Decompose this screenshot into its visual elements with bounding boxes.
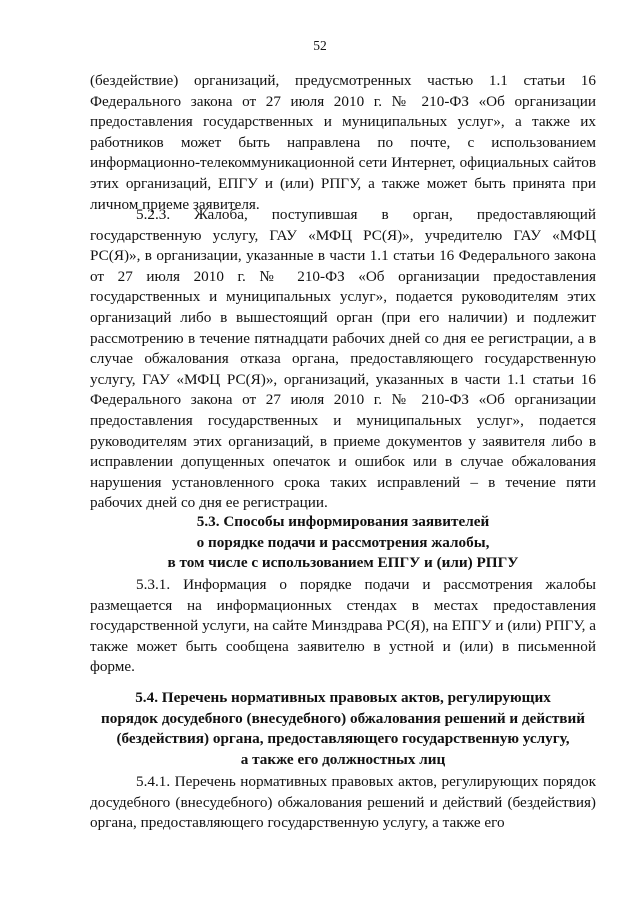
paragraph-5-2-3 <box>90 205 596 514</box>
heading-line: в том числе с использованием ЕПГУ и (или) РПГУ <box>167 554 519 572</box>
paragraph-text: (бездействие) организаций, предусмотренных частью 1.1 статьи 16 Федерального закона от 27 июля 2010 г. № 210-ФЗ «Об организации предоставления государственных и муниципальных услуг», а также их работников может быть направлена по почте, с использованием информационно-телекоммуникационной сети Интернет, официальных сайтов этих организаций, ЕПГУ и (или) РПГУ, а также может быть принята при личном приеме заявителя. <box>90 72 596 213</box>
paragraph-continuation <box>90 71 596 215</box>
heading-line: 5.4. Перечень нормативных правовых актов, регулирующих <box>135 689 551 706</box>
paragraph-text: 5.3.1. Информация о порядке подачи и рассмотрения жалобы размещается на информационных стендах в местах предоставления государственной услуги, на сайте Минздрава РС(Я), на ЕПГУ и (или) РПГУ, а также может быть сообщена заявителю в устной и (или) в письменной форме. <box>90 576 596 676</box>
heading-line: а также его должностных лиц <box>240 750 446 768</box>
paragraph-5-3-1 <box>90 575 596 678</box>
heading-line: о порядке подачи и рассмотрения жалобы, <box>196 533 490 551</box>
paragraph-text: 5.2.3. Жалоба, поступившая в орган, предоставляющий государственную услугу, ГАУ «МФЦ РС(Я)», учредителю ГАУ «МФЦ РС(Я)», в организации, указанные в части 1.1 статьи 16 Федерального закона от 27 июля 2010 г. № 210-ФЗ «Об организации предоставления государственных и муниципальных услуг», подается руководителям этих организаций либо в вышестоящий орган (при его наличии) и подлежит рассмотрению в течение пятнадцати рабочих дней со дня ее регистрации, а в случае обжалования отказа органа, предоставляющего государственную услугу, ГАУ «МФЦ РС(Я)», организаций, указанных в части 1.1 статьи 16 Федерального закона от 27 июля 2010 г. № 210-ФЗ «Об организации предоставления государственных и муниципальных услуг», подается руководителям этих организаций, в приеме документов у заявителя либо в исправлении допущенных опечаток и ошибок или в случае обжалования нарушения установленного срока таких исправлений – в течение пяти рабочих дней со дня ее регистрации. <box>90 206 596 512</box>
page-number: 52 <box>313 38 327 53</box>
section-heading-5-4 <box>90 688 596 770</box>
section-heading-5-3 <box>90 512 596 574</box>
heading-line: (бездействия) органа, предоставляющего государственную услугу, <box>116 730 570 748</box>
heading-line: 5.3. Способы информирования заявителей <box>196 513 490 530</box>
heading-line: порядок досудебного (внесудебного) обжалования решений и действий <box>100 709 586 727</box>
paragraph-text: 5.4.1. Перечень нормативных правовых актов, регулирующих порядок досудебного (внесудебного) обжалования решений и действий (бездействия) органа, предоставляющего государственную услугу, а также его <box>90 773 596 832</box>
paragraph-5-4-1 <box>90 772 596 834</box>
